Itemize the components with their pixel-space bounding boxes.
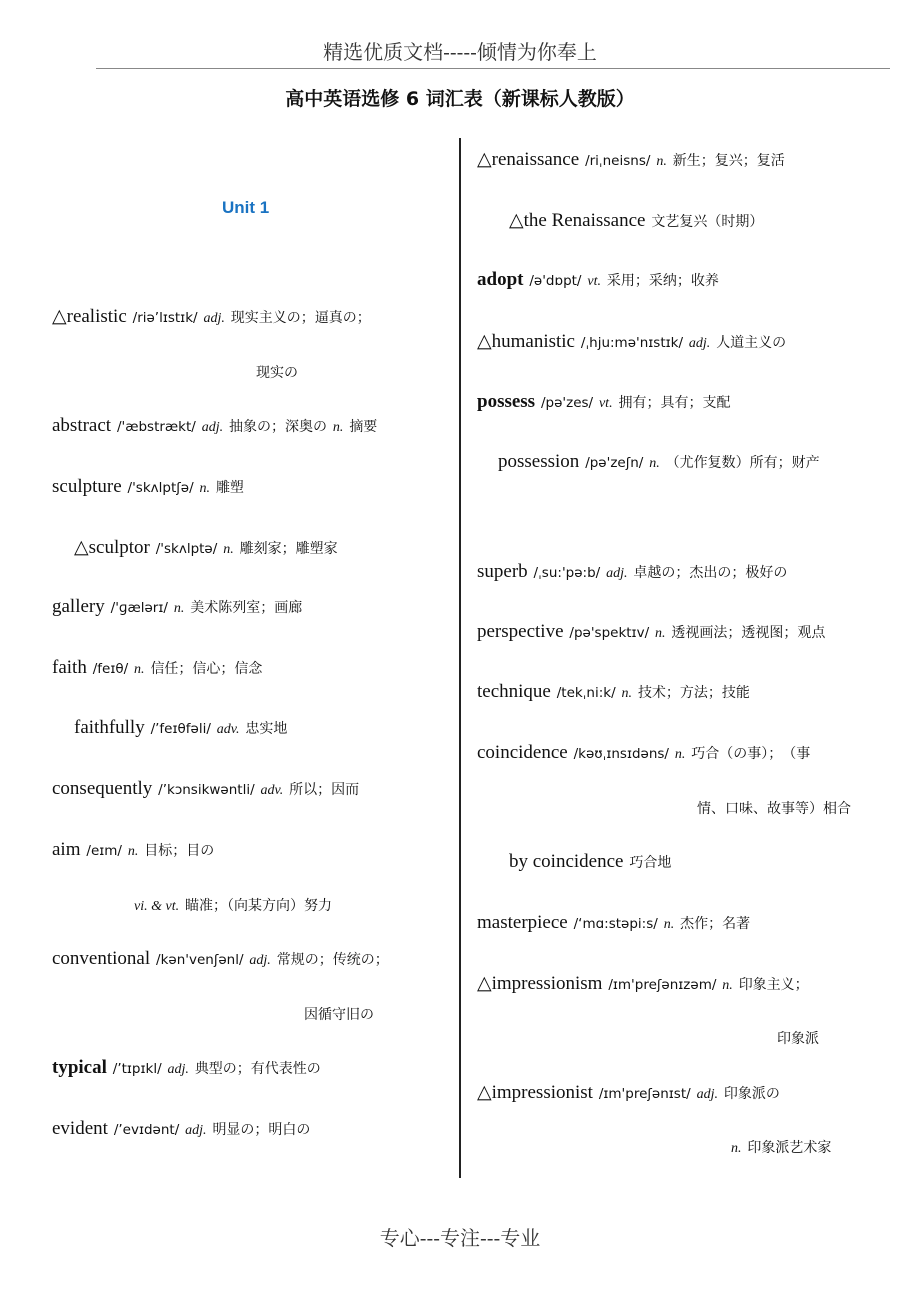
entry-definition: 采用；采纳；收养: [606, 273, 719, 289]
entry-phonetic: /eɪm/: [86, 843, 122, 859]
entry-definition: 技术；方法；技能: [637, 685, 750, 701]
entry-pos: n.: [655, 626, 666, 641]
entry-definition: 摘要: [349, 419, 378, 435]
vocab-entry: [477, 972, 809, 995]
entry-definition: 巧合地: [629, 855, 672, 871]
entry-pos: n.: [674, 747, 686, 762]
entry-word: conventional: [52, 948, 151, 969]
vocab-entry-continuation: [697, 797, 851, 818]
entry-phonetic: /riˌneisns/: [585, 153, 651, 169]
document-title: 高中英语选修 6 词汇表（新课标人教版）: [285, 88, 635, 110]
entry-phonetic: /tekˌni:k/: [556, 685, 616, 701]
entry-phonetic: /’evɪdənt/: [113, 1122, 180, 1138]
vocab-entry-continuation: [304, 1003, 374, 1024]
vocab-entry: [477, 621, 825, 643]
entry-definition: 拥有；具有；支配: [618, 395, 731, 411]
entry-pos: n.: [173, 601, 185, 616]
entry-pos: n.: [722, 978, 733, 993]
unit-heading: Unit 1: [222, 198, 270, 217]
entry-definition: 雕塑: [215, 480, 244, 496]
entry-definition: 印象派: [777, 1031, 819, 1047]
entry-definition: 美术陈列室；画廊: [190, 600, 303, 616]
vocab-entry-continuation: [731, 1136, 831, 1157]
entry-pos: n.: [663, 917, 675, 932]
entry-pos: n.: [223, 542, 234, 557]
page-header: 精选优质文档-----倾情为你奉上: [323, 40, 597, 64]
entry-pos: n.: [731, 1141, 742, 1156]
vocab-entry: [52, 476, 244, 498]
vocab-entry: [477, 330, 786, 353]
entry-definition: 忠实地: [245, 721, 288, 737]
entry-pos: adv.: [216, 722, 240, 737]
entry-phonetic: /kəʊˌɪnsɪdəns/: [573, 746, 669, 762]
entry-word: typical: [52, 1057, 107, 1078]
entry-definition: 人道主义の: [716, 335, 787, 351]
entry-pos: adj.: [606, 566, 628, 581]
entry-word: possess: [477, 391, 536, 412]
vocab-entry: [52, 839, 214, 861]
entry-word: aim: [52, 839, 81, 860]
entry-definition: 所以；因而: [289, 782, 360, 798]
entry-definition: 信任；信心；信念: [150, 661, 263, 677]
entry-definition: 抽象の；深奥の: [229, 419, 328, 435]
entry-definition: （尤作复数）所有；财产: [665, 455, 820, 471]
entry-pos: adj.: [696, 1087, 718, 1102]
vocab-entry: [52, 305, 371, 328]
vocab-entry: [477, 391, 730, 413]
vocab-entry: [52, 778, 359, 800]
entry-definition: 常规の；传统の；: [276, 952, 389, 968]
entry-phonetic: /pə'zeʃn/: [585, 455, 644, 471]
vocab-entry: [477, 742, 810, 764]
entry-definition: 目标；目の: [144, 843, 215, 859]
entry-pos: n.: [332, 420, 344, 435]
entry-definition: 瞄准；（向某方向）努力: [185, 898, 332, 914]
entry-phonetic: /ˌhju:mə'nɪstɪk/: [580, 335, 684, 351]
entry-phonetic: /feɪθ/: [92, 661, 129, 677]
vocab-entry-continuation: [256, 361, 298, 382]
entry-pos: adj.: [185, 1123, 207, 1138]
entry-phonetic: /'ɡælərɪ/: [110, 600, 168, 616]
entry-phonetic: /kən'venʃənl/: [156, 952, 244, 968]
entry-word: adopt: [477, 269, 524, 290]
entry-pos: n.: [134, 662, 145, 677]
entry-definition: 卓越の；杰出の；极好の: [633, 565, 788, 581]
entry-pos: adj.: [688, 336, 711, 351]
vocab-entry: [52, 1057, 321, 1079]
header-divider: [96, 68, 890, 69]
vocab-entry: [477, 269, 719, 291]
entry-phonetic: /'æbstrækt/: [116, 419, 196, 435]
page-footer: 专心---专注---专业: [379, 1226, 541, 1250]
entry-phonetic: /'skʌlptə/: [155, 541, 218, 557]
entry-word: △the Renaissance: [509, 210, 646, 231]
entry-definition: 现实の: [256, 365, 298, 381]
entry-definition: 新生；复兴；复活: [672, 153, 785, 169]
entry-word: faithfully: [74, 717, 145, 738]
entry-phonetic: /'skʌlptʃə/: [127, 480, 194, 496]
vocab-entry: [74, 536, 338, 559]
vocab-entry-continuation: [777, 1027, 819, 1048]
entry-word: gallery: [52, 596, 105, 617]
vocab-entry: [52, 596, 302, 618]
entry-phonetic: /ɪm'preʃənɪzəm/: [608, 977, 717, 993]
vocab-entry: [52, 657, 262, 679]
entry-definition: 情、口味、故事等）相合: [697, 801, 851, 817]
entry-pos: vt.: [587, 274, 601, 289]
entry-pos: adj.: [201, 420, 224, 435]
entry-definition: 现实主义の；逼真の；: [230, 310, 371, 326]
entry-pos: n.: [621, 686, 633, 701]
entry-definition: 透视画法；透视图；观点: [671, 625, 826, 641]
entry-pos: n.: [199, 481, 211, 496]
entry-word: △realistic: [52, 306, 127, 327]
entry-word: △sculptor: [74, 537, 150, 558]
vocab-entry: [477, 1081, 780, 1104]
vocab-entry: [74, 717, 287, 739]
entry-phonetic: /ˌsu:'pə:b/: [533, 565, 601, 581]
vocab-entry: [477, 561, 787, 583]
entry-word: consequently: [52, 778, 153, 799]
entry-pos: adj.: [167, 1062, 189, 1077]
entry-word: faith: [52, 657, 87, 678]
entry-definition: 因循守旧の: [304, 1007, 374, 1023]
entry-phonetic: /ɪm'preʃənɪst/: [598, 1086, 691, 1102]
entry-phonetic: /pə'spektɪv/: [569, 625, 650, 641]
entry-definition: 印象派艺术家: [747, 1140, 832, 1156]
entry-pos: vi. & vt.: [134, 899, 180, 914]
vocab-entry: [477, 148, 785, 171]
entry-word: coincidence: [477, 742, 568, 763]
vocab-entry: [498, 451, 820, 473]
entry-phonetic: /pə'zes/: [540, 395, 594, 411]
entry-word: evident: [52, 1118, 108, 1139]
entry-pos: n.: [127, 844, 139, 859]
entry-word: sculpture: [52, 476, 122, 497]
entry-word: △impressionist: [477, 1082, 593, 1103]
vocab-entry: [477, 912, 750, 934]
entry-definition: 明显の；明白の: [212, 1122, 311, 1138]
entry-pos: n.: [656, 154, 667, 169]
entry-word: △renaissance: [477, 149, 580, 170]
entry-word: by coincidence: [509, 851, 624, 872]
vocab-entry: [509, 851, 671, 873]
entry-definition: 典型の；有代表性の: [194, 1061, 321, 1077]
entry-pos: adj.: [249, 953, 271, 968]
entry-phonetic: /’kɔnsikwəntli/: [158, 782, 255, 798]
vocab-entry-continuation: [134, 894, 332, 915]
entry-word: abstract: [52, 415, 112, 436]
vocab-entry: [52, 415, 377, 437]
entry-phonetic: /’feɪθfəli/: [150, 721, 211, 737]
entry-pos: adv.: [260, 783, 284, 798]
entry-phonetic: /ə'dɒpt/: [529, 273, 582, 289]
entry-word: masterpiece: [477, 912, 568, 933]
entry-pos: vt.: [598, 396, 613, 411]
vocab-entry: [477, 681, 750, 703]
vocab-entry: [509, 209, 763, 232]
entry-definition: 巧合（の事）； （事: [691, 746, 811, 762]
entry-word: △impressionism: [477, 973, 603, 994]
entry-phonetic: /riə’lɪstɪk/: [132, 310, 198, 326]
entry-pos: adj.: [203, 311, 225, 326]
entry-word: △humanistic: [477, 331, 575, 352]
entry-definition: 雕刻家；雕塑家: [239, 541, 338, 557]
column-divider: [459, 138, 461, 1178]
entry-definition: 杰作；名著: [680, 916, 751, 932]
entry-word: superb: [477, 561, 528, 582]
entry-pos: n.: [649, 456, 660, 471]
entry-phonetic: /‘mɑ:stəpi:s/: [573, 916, 658, 932]
vocab-entry: [52, 1118, 310, 1140]
entry-definition: 印象派の: [723, 1086, 780, 1102]
entry-word: possession: [498, 451, 580, 472]
vocab-entry: [52, 948, 389, 970]
entry-definition: 文艺复兴（时期）: [651, 214, 764, 230]
entry-definition: 印象主义；: [738, 977, 809, 993]
entry-word: perspective: [477, 621, 564, 642]
entry-word: technique: [477, 681, 551, 702]
entry-phonetic: /’tɪpɪkl/: [112, 1061, 162, 1077]
